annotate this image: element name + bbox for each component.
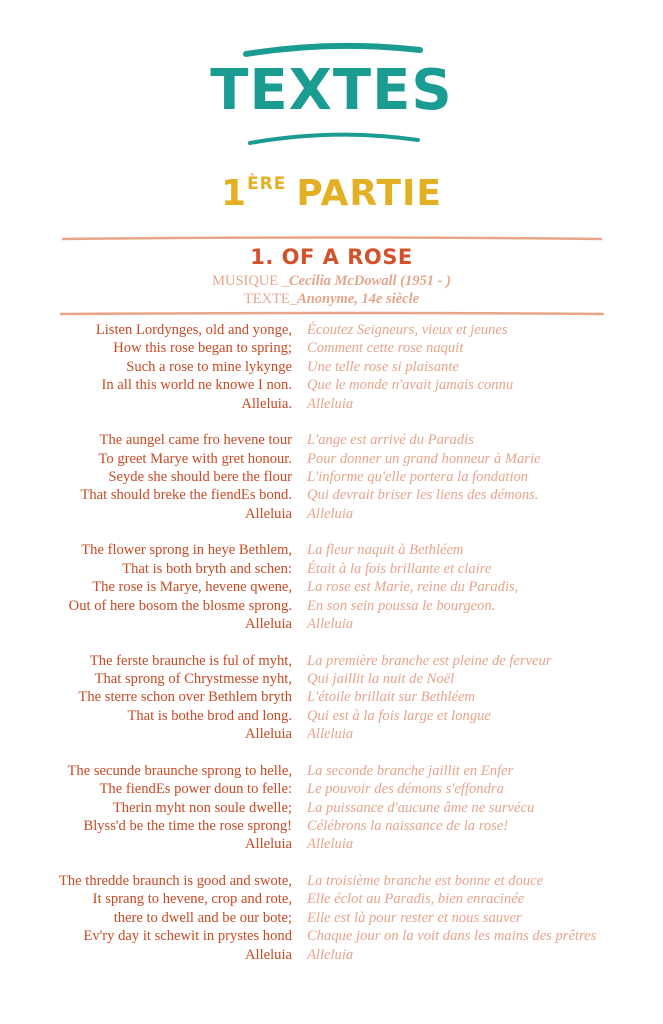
english-lyric: To greet Marye with gret honour.: [98, 450, 292, 467]
lyric-line: [0, 578, 663, 596]
french-translation: Alleluia: [307, 836, 354, 853]
stanza: [0, 541, 663, 651]
english-lyric: The rose is Marye, hevene qwene,: [92, 579, 292, 596]
stanza: [0, 321, 663, 431]
lyric-line: [0, 597, 663, 615]
english-lyric: Blyss'd be the time the rose sprong!: [83, 817, 292, 834]
french-translation: Pour donner un grand honneur à Marie: [307, 450, 541, 467]
english-lyric: The sterre schon over Bethlem bryth: [78, 689, 292, 706]
lyric-line: [0, 799, 663, 817]
lyric-line: [0, 688, 663, 706]
french-translation: L'informe qu'elle portera la fondation: [307, 468, 529, 485]
text-label: TEXTE_: [243, 291, 298, 307]
lyric-line: [0, 780, 663, 798]
composer: Cecilia McDowall (1951 - ): [289, 273, 451, 289]
part-suffix: ÈRE: [247, 174, 287, 194]
french-translation: Alleluia: [307, 726, 354, 743]
song-title: 1. OF A ROSE: [250, 245, 413, 269]
lyric-line: [0, 431, 663, 449]
french-translation: L'étoile brillait sur Bethléem: [307, 689, 476, 706]
english-lyric: there to dwell and be our bote;: [113, 909, 292, 926]
stanza: [0, 762, 663, 872]
stanza: [0, 872, 663, 982]
lyric-line: [0, 946, 663, 964]
lyric-line: [0, 817, 663, 835]
lyric-line: [0, 872, 663, 890]
french-translation: La troisième branche est bonne et douce: [307, 872, 544, 889]
french-translation: Une telle rose si plaisante: [307, 358, 459, 375]
french-translation: La première branche est pleine de ferveur: [307, 652, 552, 669]
english-lyric: The aungel came fro hevene tour: [99, 432, 292, 449]
english-lyric: The flower sprong in heye Bethlem,: [81, 542, 292, 559]
english-lyric: Alleluia: [244, 615, 292, 632]
french-translation: Qui jaillit la nuit de Noël: [307, 670, 455, 687]
english-lyric: Such a rose to mine lykynge: [126, 358, 292, 375]
english-lyric: Alleluia: [244, 505, 292, 522]
lyric-line: [0, 358, 663, 376]
lyric-line: [0, 909, 663, 927]
english-lyric: Out of here bosom the blosme sprong.: [68, 597, 292, 614]
french-translation: La puissance d'aucune âme ne survécu: [307, 799, 535, 816]
part-word: PARTIE: [296, 173, 442, 214]
english-lyric: Alleluia.: [241, 395, 292, 412]
french-translation: Alleluia: [307, 946, 354, 963]
french-translation: Alleluia: [307, 615, 354, 632]
english-lyric: That sprong of Chrystmesse nyht,: [94, 670, 292, 687]
french-translation: Qui devrait briser les liens des démons.: [307, 487, 539, 504]
lyric-line: [0, 652, 663, 670]
english-lyric: The fiendEs power doun to felle:: [99, 781, 292, 798]
french-translation: Alleluia: [307, 505, 354, 522]
english-lyric: How this rose began to spring;: [113, 340, 292, 357]
header: [0, 0, 663, 225]
english-lyric: Alleluia: [244, 836, 292, 853]
divider-bottom: [60, 311, 604, 317]
english-lyric: Alleluia: [244, 726, 292, 743]
lyric-line: [0, 927, 663, 945]
english-lyric: It sprang to hevene, crop and rote,: [92, 891, 292, 908]
lyric-line: [0, 725, 663, 743]
lyrics: [0, 321, 663, 982]
english-lyric: That is bothe brod and long.: [127, 707, 292, 724]
english-lyric: Ev'ry day it schewit in prystes hond: [83, 928, 292, 945]
french-translation: Elle est là pour rester et nous sauver: [307, 909, 522, 926]
part-number: 1: [221, 173, 248, 214]
french-translation: Alleluia: [307, 395, 354, 412]
text-credit: [0, 290, 663, 309]
english-lyric: Seyde she should bere the flour: [108, 468, 292, 485]
author: Anonyme, 14e siècle: [297, 291, 420, 307]
french-translation: La seconde branche jaillit en Enfer: [307, 762, 514, 779]
french-translation: Elle éclot au Paradis, bien enracinée: [307, 891, 525, 908]
french-translation: Que le monde n'avait jamais connu: [307, 377, 514, 394]
lyric-line: [0, 339, 663, 357]
french-translation: La fleur naquit à Bethléem: [307, 542, 464, 559]
french-translation: Chaque jour on la voit dans les mains des prêtres: [307, 928, 597, 945]
lyric-line: [0, 560, 663, 578]
english-lyric: Listen Lordynges, old and yonge,: [95, 322, 292, 338]
lyric-line: [0, 541, 663, 559]
lyric-line: [0, 762, 663, 780]
english-lyric: That should breke the fiendEs bond.: [80, 487, 292, 504]
french-translation: Célébrons la naissance de la rose!: [307, 817, 509, 834]
french-translation: Le pouvoir des démons s'effondra: [307, 781, 504, 798]
english-lyric: The secunde braunche sprong to helle,: [67, 762, 292, 779]
lyric-line: [0, 505, 663, 523]
lyric-line: [0, 450, 663, 468]
french-translation: Écoutez Seigneurs, vieux et jeunes: [307, 322, 508, 338]
english-lyric: The thredde braunch is good and swote,: [58, 872, 292, 889]
lyric-line: [0, 486, 663, 504]
music-credit: [0, 272, 663, 291]
lyric-line: [0, 395, 663, 413]
french-translation: Était à la fois brillante et claire: [307, 560, 492, 577]
lyric-line: [0, 468, 663, 486]
french-translation: L'ange est arrivé du Paradis: [307, 432, 474, 449]
french-translation: Comment cette rose naquit: [307, 340, 464, 357]
french-translation: La rose est Marie, reine du Paradis,: [307, 579, 519, 596]
english-lyric: Alleluia: [244, 946, 292, 963]
lyric-line: [0, 707, 663, 725]
lyric-line: [0, 321, 663, 339]
stanza: [0, 431, 663, 541]
french-translation: En son sein poussa le bourgeon.: [307, 597, 496, 614]
lyric-line: [0, 835, 663, 853]
english-lyric: That is both bryth and schen:: [122, 560, 292, 577]
lyric-line: [0, 615, 663, 633]
stanza: [0, 652, 663, 762]
french-translation: Qui est à la fois large et longue: [307, 707, 491, 724]
lyric-line: [0, 670, 663, 688]
english-lyric: Therin myht non soule dwelle;: [112, 799, 292, 816]
lyric-line: [0, 890, 663, 908]
music-label: MUSIQUE _: [212, 273, 290, 289]
lyric-line: [0, 376, 663, 394]
part-title: [0, 160, 663, 218]
english-lyric: In all this world ne knowe I non.: [101, 377, 292, 394]
section-title: TEXTES: [210, 58, 453, 123]
english-lyric: The ferste braunche is ful of myht,: [89, 652, 292, 669]
